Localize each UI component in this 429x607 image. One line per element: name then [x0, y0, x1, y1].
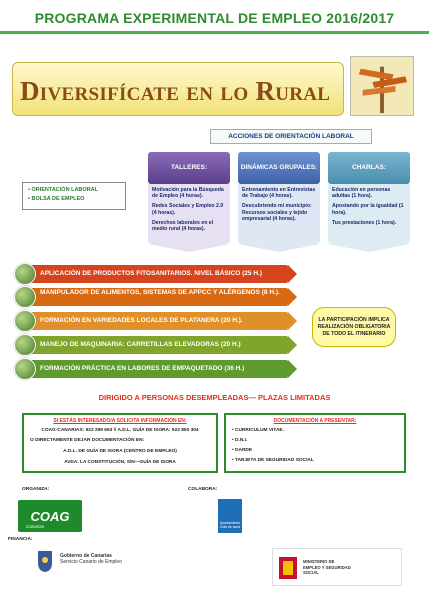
dinamicas-arrow [238, 244, 320, 252]
course-bar: FORMACIÓN EN VARIEDADES LOCALES DE PLATANERA (20 H.). [26, 312, 288, 330]
contact-adl: A.D.L. DE GUÍA DE ISORA (CENTRO DE EMPLEO) [63, 449, 177, 454]
contact-address: AVDA. LA CONSTITUCIÓN, S/N—GUÍA DE ISORA [64, 460, 176, 465]
services-box [22, 182, 126, 210]
dinamicas-list [238, 184, 320, 244]
course-bullet-icon [14, 334, 36, 356]
charlas-item: Apostando por la igualdad (1 hora). [332, 203, 404, 216]
talleres-list [148, 184, 230, 244]
talleres-item: Redes Sociales y Empleo 2.0 (4 horas). [152, 203, 224, 216]
course-bar: MANIPULADOR DE ALIMENTOS, SISTEMAS DE APPCC Y ALÉRGENOS (8 H.). [26, 288, 288, 306]
talleres-arrow [148, 244, 230, 252]
ministerio-logo [272, 548, 402, 586]
course-bar: FORMACIÓN PRÁCTICA EN LABORES DE EMPAQUETADO (36 H.) [26, 360, 288, 378]
contact-phones: COAG-CANARIAS: 922 299 653 // A.D.L. GUÍA DE ISORA: 922 850 304 [41, 428, 199, 433]
course-bar: APLICACIÓN DE PRODUCTOS FITOSANITARIOS. NIVEL BÁSICO (25 H.) [26, 265, 288, 283]
talleres-item: Motivación para la Búsqueda de Empleo (4 horas). [152, 187, 224, 200]
participation-note: LA PARTICIPACIÓN IMPLICA REALIZACIÓN OBLIGATORIA DE TODO EL ITINERARIO [312, 307, 396, 347]
guia-isora-logo: Ayuntamiento Guía de Isora [218, 499, 242, 533]
course-bullet-icon [14, 358, 36, 380]
course-bullet-icon [14, 263, 36, 285]
banner-title: Diversifícate en lo Rural [20, 76, 331, 106]
gobierno-canarias-logo: Gobierno de Canarias Servicio Canario de Empleo [60, 553, 122, 566]
charlas-list [328, 184, 410, 244]
charlas-item: Tus prestaciones (1 hora). [332, 219, 397, 226]
talleres-item: Derechos laborales en el medio rural (4 horas). [152, 219, 214, 233]
info-contact-title: SI ESTÁS INTERESADO/A SOLICITA INFORMACIÓN EN: [53, 418, 187, 424]
service-item: • BOLSA DE EMPLEO [28, 196, 85, 202]
signpost-icon [350, 56, 414, 116]
documentation-box [224, 413, 406, 473]
info-contact-box [22, 413, 218, 473]
charlas-item: Educación en personas adultas (1 hora). [332, 187, 391, 200]
dinamicas-item: Descubriendo mi municipio: Recursos sociales y tejido empresarial (4 horas). [242, 203, 312, 222]
ministerio-text: MINISTERIO DE EMPLEO Y SEGURIDAD SOCIAL [303, 559, 351, 575]
acciones-title: ACCIONES DE ORIENTACIÓN LABORAL [210, 129, 372, 144]
document-item: • CURRICULUM VITAE. [232, 428, 284, 433]
colabora-label: COLABORA: [188, 487, 218, 492]
document-item: • D.N.I. [232, 438, 248, 443]
charlas-header: CHARLAS: [328, 152, 410, 184]
course-bullet-icon [14, 286, 36, 308]
dinamicas-header: DINÁMICAS GRUPALES: [238, 152, 320, 184]
documentation-title: DOCUMENTACIÓN A PRESENTAR: [273, 418, 357, 424]
course-bar: MANEJO DE MAQUINARIA: CARRETILLAS ELEVADORAS (20 H.) [26, 336, 288, 354]
dinamicas-item: Entrenamiento en Entrevistas de Trabajo (4 horas). [242, 187, 316, 200]
contact-directly: O DIRECTAMENTE DEJAR DOCUMENTACIÓN EN: [30, 438, 145, 443]
document-item: • DARDE [232, 448, 253, 453]
target-audience: DIRIGIDO A PERSONAS DESEMPLEADAS— PLAZAS LIMITADAS [98, 393, 331, 402]
financia-label: FINANCIA: [8, 537, 33, 542]
charlas-arrow [328, 244, 410, 252]
talleres-header: TALLERES: [148, 152, 230, 184]
course-bullet-icon [14, 310, 36, 332]
coag-logo: COAG [18, 500, 82, 532]
canarias-shield-icon [36, 549, 54, 573]
document-item: • TARJETA DE SEGURIDAD SOCIAL [232, 458, 314, 463]
spain-coat-icon [277, 555, 299, 581]
title-divider [0, 31, 429, 34]
program-title: PROGRAMA EXPERIMENTAL DE EMPLEO 2016/2017 [34, 10, 395, 26]
service-item: • ORIENTACIÓN LABORAL [28, 187, 98, 193]
coag-sub: Canarias [26, 524, 45, 529]
organiza-label: ORGANIZA: [22, 487, 50, 492]
